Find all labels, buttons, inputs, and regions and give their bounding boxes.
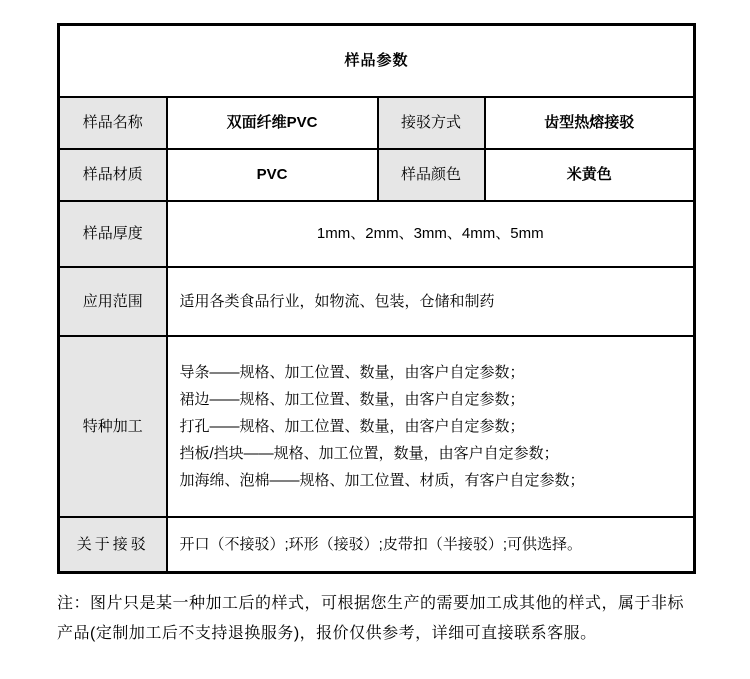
row-application xyxy=(59,267,695,336)
label-about-joint: 关于接驳 xyxy=(59,517,167,573)
value-about-joint: 开口（不接驳）;环形（接驳）;皮带扣（半接驳）;可供选择。 xyxy=(167,517,695,573)
special-line-baffle: 挡板/挡块——规格、加工位置，数量，由客户自定参数； xyxy=(179,444,559,462)
title-row xyxy=(59,25,695,97)
value-special-processing xyxy=(167,336,695,517)
label-application: 应用范围 xyxy=(59,267,167,336)
value-material: PVC xyxy=(167,149,378,201)
label-joint-method: 接驳方式 xyxy=(378,97,485,149)
value-sample-name: 双面纤维PVC xyxy=(167,97,378,149)
label-special-processing: 特种加工 xyxy=(59,336,167,517)
special-line-punching: 打孔——规格、加工位置、数量，由客户自定参数； xyxy=(179,417,525,435)
value-color: 米黄色 xyxy=(485,149,695,201)
row-sample-name xyxy=(59,97,695,149)
footnote-line-1: 注：图片只是某一种加工后的样式，可根据您生产的需要加工成其他的样式，属于非标 xyxy=(57,595,685,612)
footnote-line-2: 产品(定制加工后不支持退换服务)，报价仅供参考，详细可直接联系客服。 xyxy=(57,625,597,642)
row-about-joint xyxy=(59,517,695,573)
label-thickness: 样品厚度 xyxy=(59,201,167,267)
value-application: 适用各类食品行业，如物流、包装，仓储和制药 xyxy=(167,267,695,336)
row-material xyxy=(59,149,695,201)
label-color: 样品颜色 xyxy=(378,149,485,201)
special-line-guide-strip: 导条——规格、加工位置、数量，由客户自定参数； xyxy=(179,363,525,381)
footnote xyxy=(57,589,693,649)
row-thickness xyxy=(59,201,695,267)
value-thickness: 1mm、2mm、3mm、4mm、5mm xyxy=(167,201,695,267)
value-joint-method: 齿型热熔接驳 xyxy=(485,97,695,149)
label-sample-name: 样品名称 xyxy=(59,97,167,149)
special-line-sponge-foam: 加海绵、泡棉——规格、加工位置、材质，有客户自定参数； xyxy=(179,471,585,489)
row-special-processing xyxy=(59,336,695,517)
content-area xyxy=(57,23,693,649)
sample-parameters-table xyxy=(57,23,696,574)
table-title: 样品参数 xyxy=(59,25,695,97)
special-line-skirt: 裙边——规格、加工位置、数量，由客户自定参数； xyxy=(179,390,525,408)
label-material: 样品材质 xyxy=(59,149,167,201)
